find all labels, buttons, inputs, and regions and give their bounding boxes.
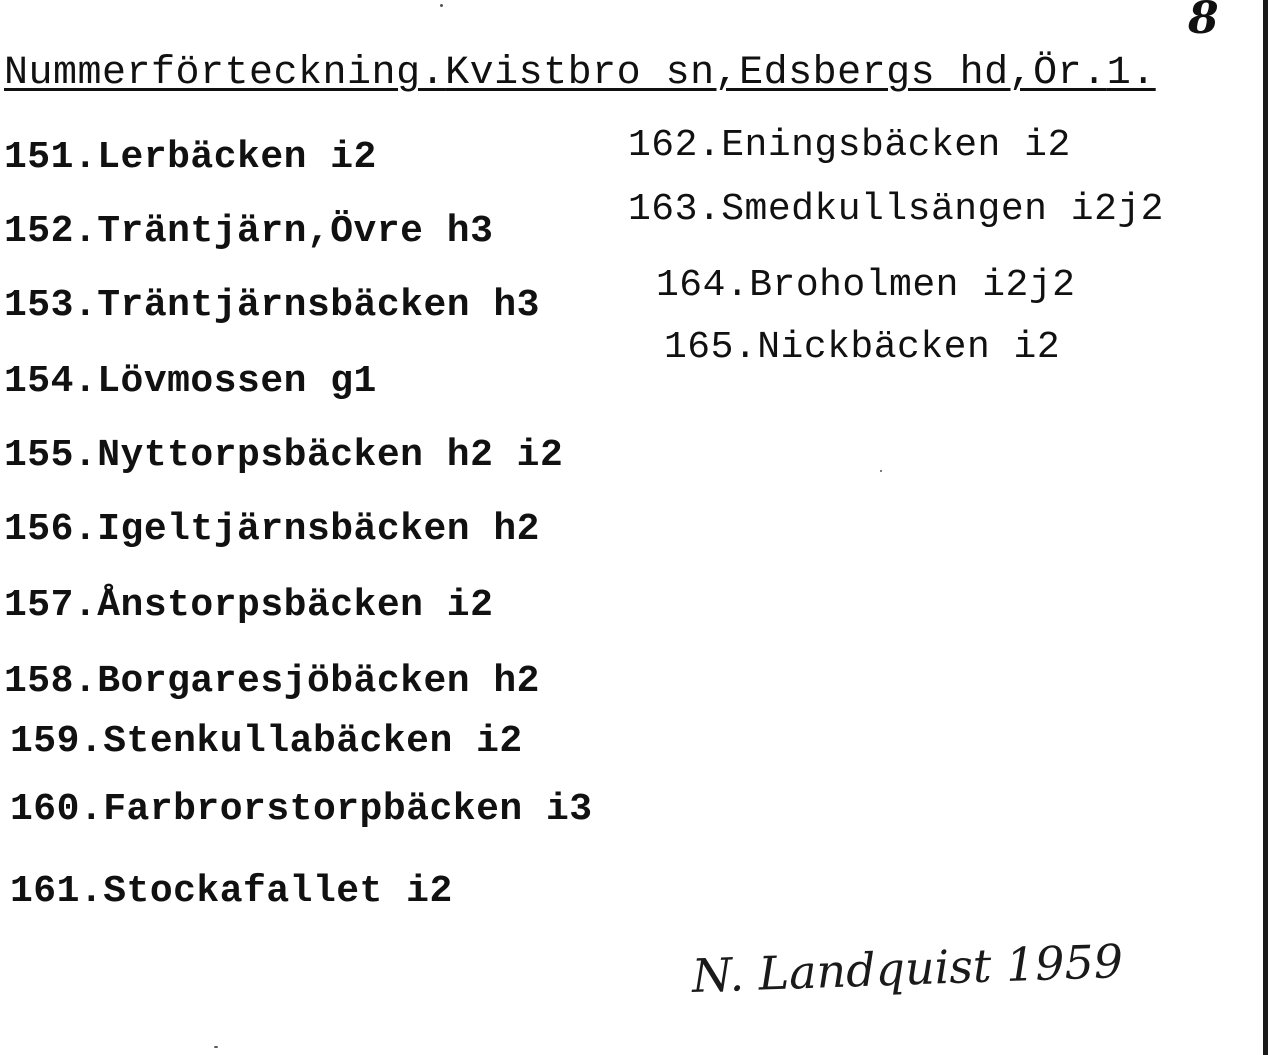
page-number: 8 — [1188, 0, 1219, 44]
list-item: 158.Borgaresjöbäcken h2 — [4, 660, 540, 703]
list-item: 157.Ånstorpsbäcken i2 — [4, 584, 494, 627]
list-item: 165.Nickbäcken i2 — [664, 326, 1061, 369]
list-item: 154.Lövmossen g1 — [4, 360, 377, 403]
card-edge — [1263, 0, 1268, 1055]
ink-speck — [214, 1046, 218, 1048]
list-item: 163.Smedkullsängen i2j2 — [628, 188, 1164, 231]
list-item: 162.Eningsbäcken i2 — [628, 124, 1071, 167]
list-item: 159.Stenkullabäcken i2 — [10, 720, 523, 763]
list-item: 151.Lerbäcken i2 — [4, 136, 377, 179]
card-heading — [4, 52, 1156, 96]
ink-speck — [440, 4, 443, 7]
list-item: 156.Igeltjärnsbäcken h2 — [4, 508, 540, 551]
list-item: 152.Träntjärn,Övre h3 — [4, 210, 494, 253]
list-item: 160.Farbrorstorpbäcken i3 — [10, 788, 593, 831]
heading-suffix: 1. — [1106, 51, 1156, 96]
heading-prefix: Nummerförteckning. — [4, 51, 446, 96]
heading-place: Kvistbro sn,Edsbergs hd,Ör. — [445, 51, 1107, 96]
list-item: 161.Stockafallet i2 — [10, 870, 453, 913]
list-item: 153.Träntjärnsbäcken h3 — [4, 284, 540, 327]
ink-speck — [880, 470, 882, 472]
list-item: 155.Nyttorpsbäcken h2 i2 — [4, 434, 564, 477]
handwritten-signature: N. Landquist 1959 — [691, 933, 1124, 1003]
list-item: 164.Broholmen i2j2 — [656, 264, 1076, 307]
